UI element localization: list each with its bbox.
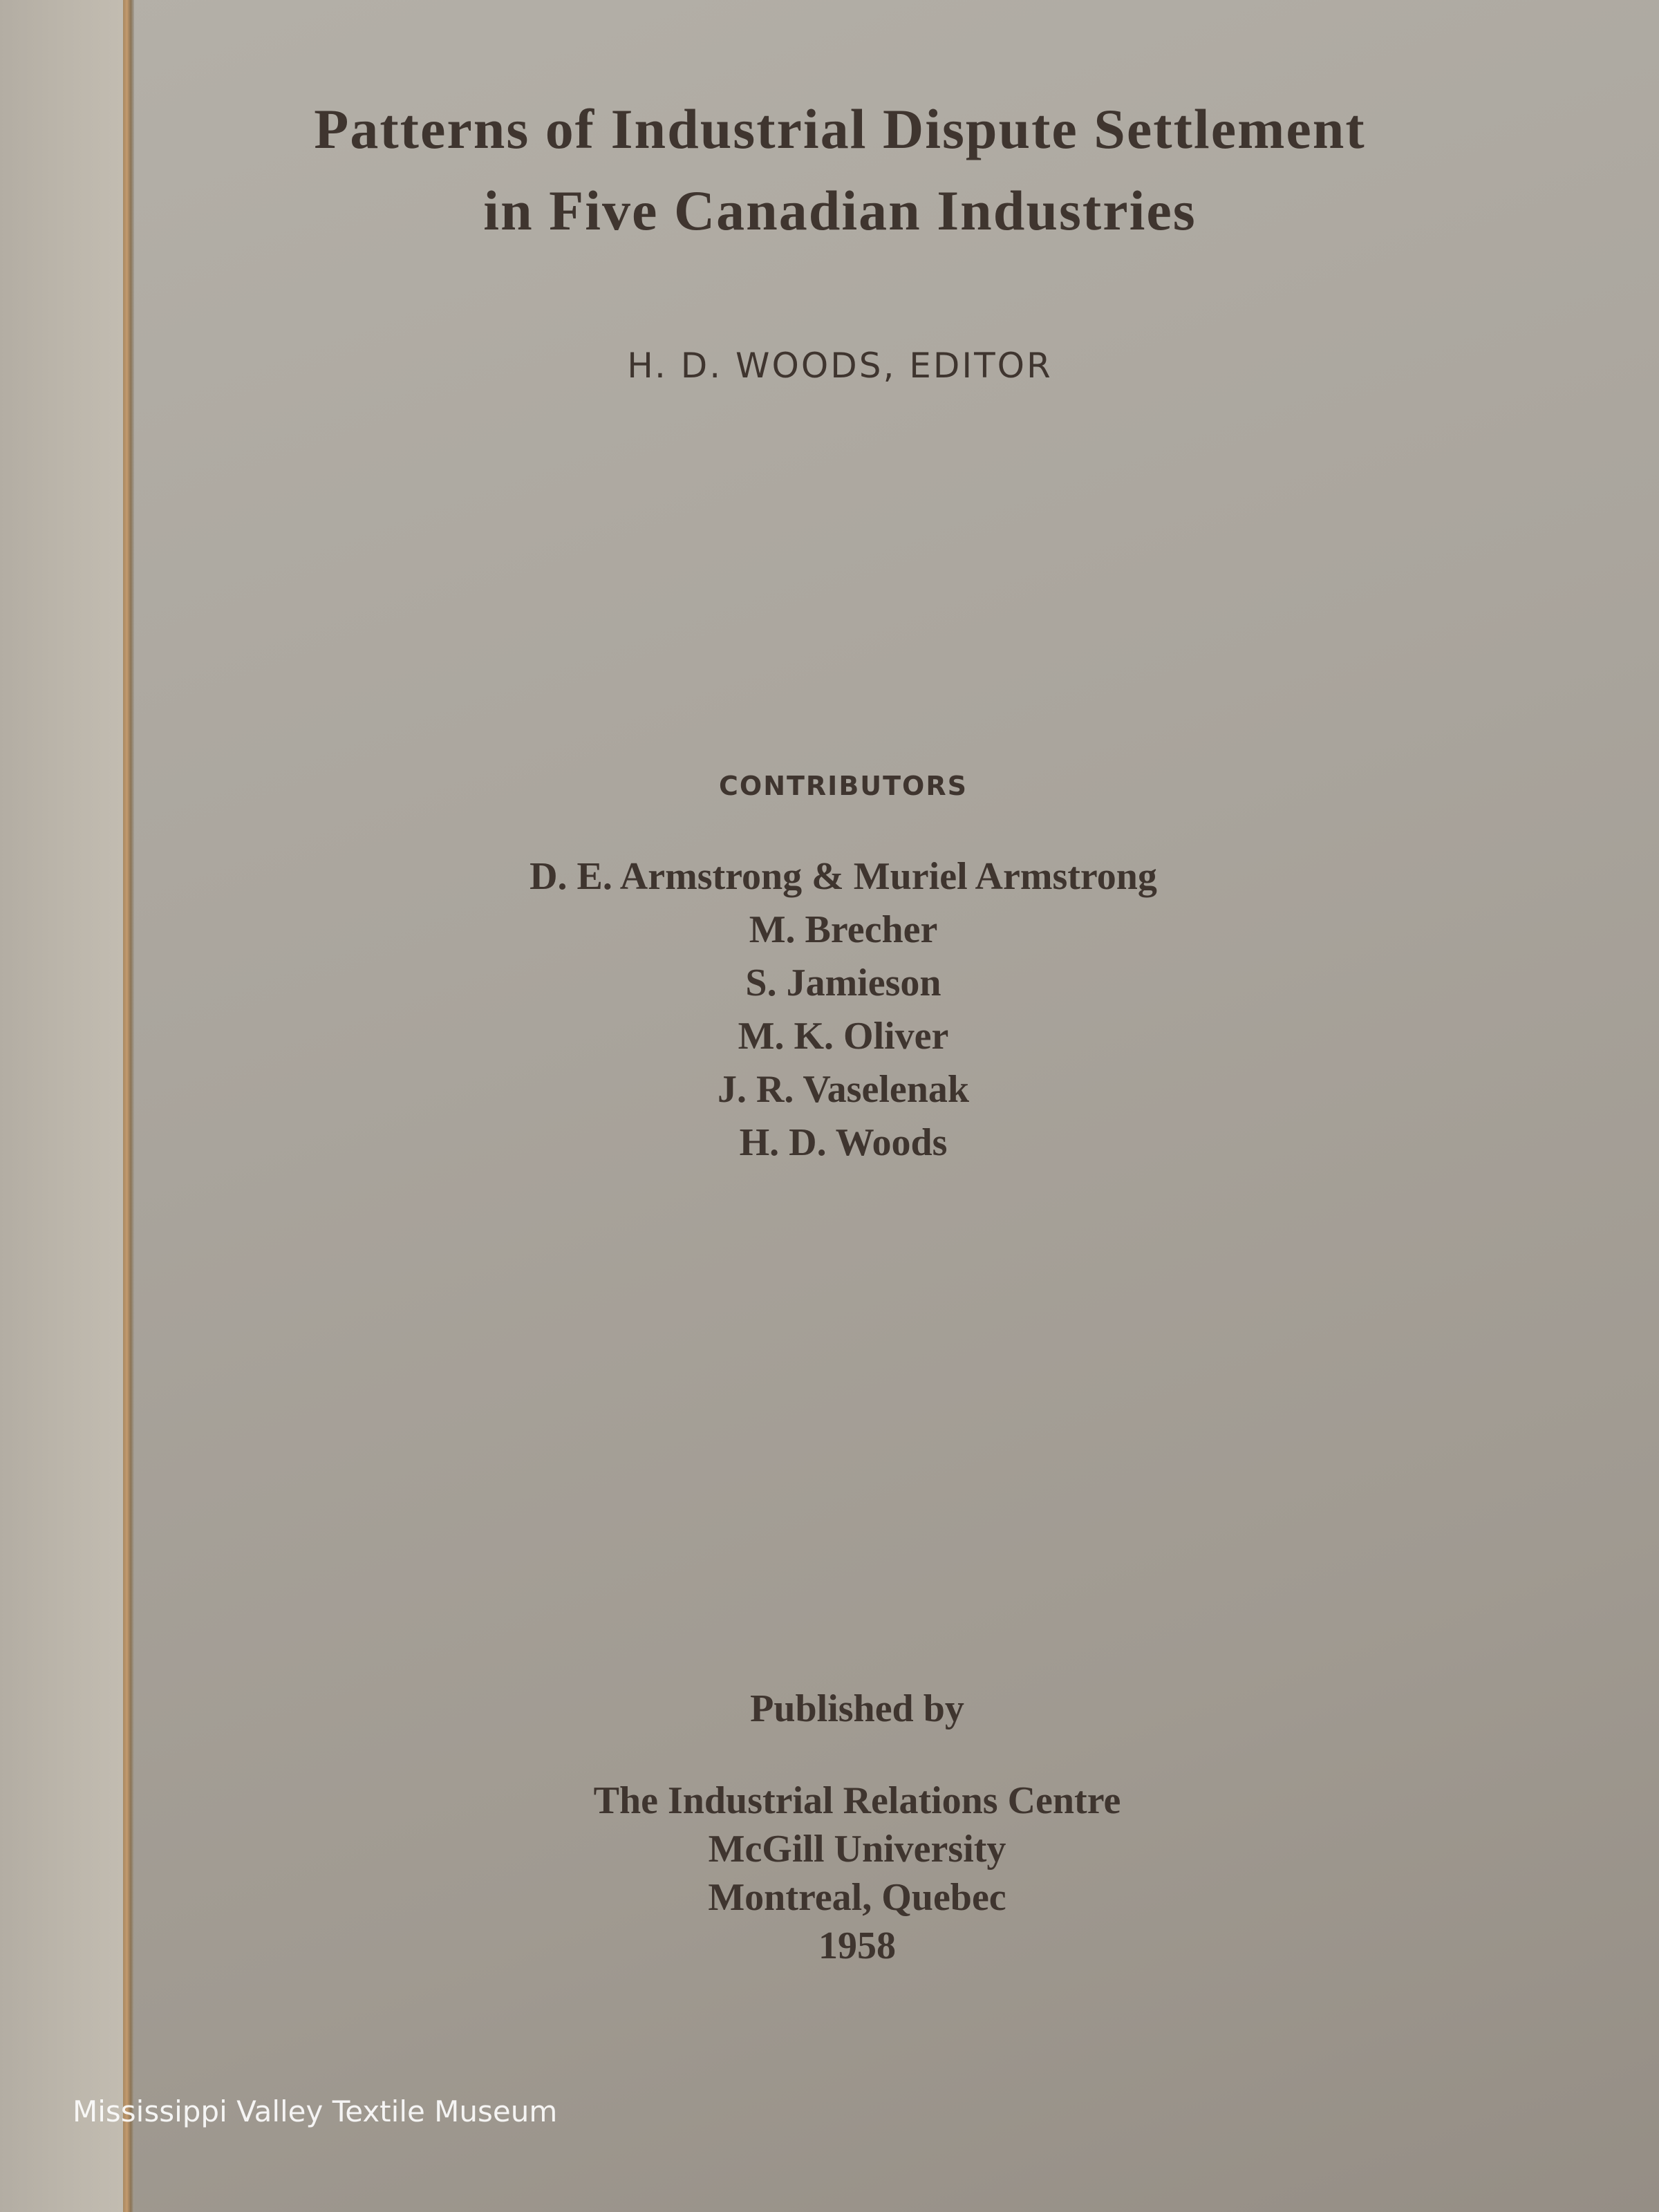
publisher-block — [415, 1777, 1300, 1970]
contributor-name: H. D. Woods — [739, 1121, 948, 1164]
watermark-text: Mississippi Valley Textile Museum — [73, 2094, 558, 2128]
publisher-university: McGill University — [708, 1828, 1006, 1871]
contributors-list — [387, 850, 1300, 1170]
editor-credit: H. D. WOODS, EDITOR — [627, 346, 1053, 386]
book-gutter — [123, 0, 134, 2212]
contributor-name: D. E. Armstrong & Muriel Armstrong — [529, 855, 1157, 898]
title-line-1: Patterns of Industrial Dispute Settlement — [314, 97, 1366, 160]
contributor-name: M. K. Oliver — [738, 1015, 949, 1058]
contributor-name: J. R. Vaselenak — [717, 1068, 970, 1111]
contributor-name: S. Jamieson — [745, 962, 941, 1004]
publisher-location: Montreal, Quebec — [708, 1876, 1006, 1919]
publication-year: 1958 — [818, 1924, 896, 1967]
title-line-2: in Five Canadian Industries — [483, 179, 1197, 242]
publisher-name: The Industrial Relations Centre — [593, 1779, 1121, 1822]
published-by-label: Published by — [750, 1687, 964, 1730]
contributor-name: M. Brecher — [749, 908, 938, 951]
contributors-heading: CONTRIBUTORS — [719, 771, 968, 801]
left-page-edge — [0, 0, 123, 2212]
